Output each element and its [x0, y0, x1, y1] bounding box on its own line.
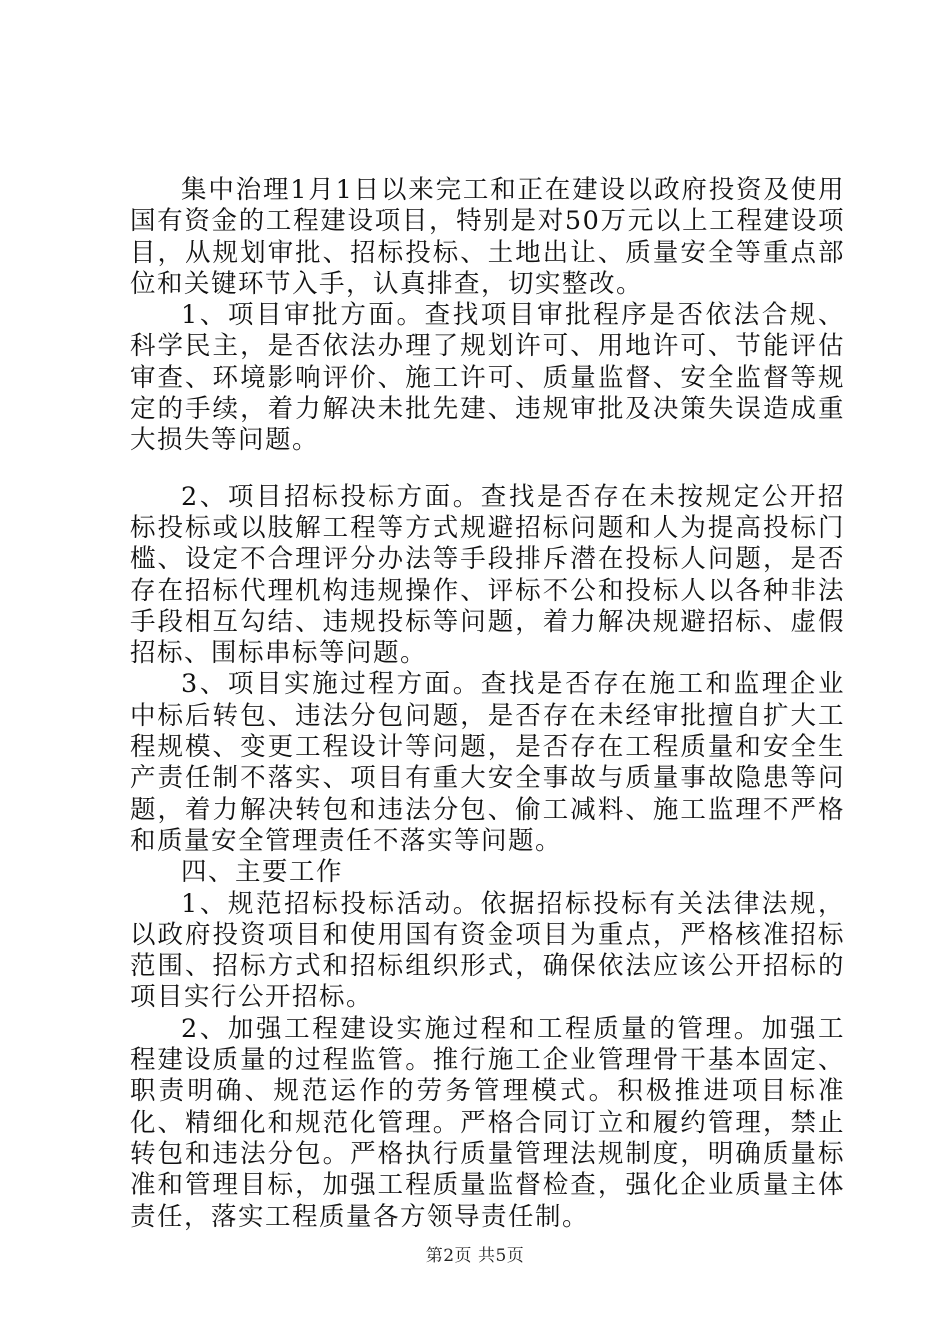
paragraph-standardize-bidding: 1、规范招标投标活动。依据招标投标有关法律法规，以政府投资项目和使用国有资金项目为重点，严格核准招标范围、招标方式和招标组织形式，确保依法应该公开招标的项目实行公开招标。	[130, 888, 845, 1013]
paragraph-intro: 集中治理1月1日以来完工和正在建设以政府投资及使用国有资金的工程建设项目，特别是对50万元以上工程建设项目，从规划审批、招标投标、土地出让、质量安全等重点部位和关键环节入手，认真排查，切实整改。	[130, 175, 845, 299]
page-number-footer: 第2页 共5页	[425, 1246, 525, 1266]
section-heading-main-work: 四、主要工作	[181, 857, 344, 888]
paragraph-project-approval: 1、项目审批方面。查找项目审批程序是否依法合规、科学民主，是否依法办理了规划许可、用地许可、节能评估审查、环境影响评价、施工许可、质量监督、安全监督等规定的手续，着力解决未批先建、违规审批及决策失误造成重大损失等问题。	[130, 300, 845, 456]
paragraph-bidding: 2、项目招标投标方面。查找是否存在未按规定公开招标投标或以肢解工程等方式规避招标问题和人为提高投标门槛、设定不合理评分办法等手段排斥潜在投标人问题，是否存在招标代理机构违规操作、评标不公和投标人以各种非法手段相互勾结、违规投标等问题，着力解决规避招标、虚假招标、围标串标等问题。	[130, 481, 845, 669]
document-body	[130, 175, 845, 1233]
paragraph-implementation: 3、项目实施过程方面。查找是否存在施工和监理企业中标后转包、违法分包问题，是否存在未经审批擅自扩大工程规模、变更工程设计等问题，是否存在工程质量和安全生产责任制不落实、项目有重大安全事故与质量事故隐患等问题，着力解决转包和违法分包、偷工减料、施工监理不严格和质量安全管理责任不落实等问题。	[130, 669, 845, 856]
paragraph-quality-management: 2、加强工程建设实施过程和工程质量的管理。加强工程建设质量的过程监管。推行施工企业管理骨干基本固定、职责明确、规范运作的劳务管理模式。积极推进项目标准化、精细化和规范化管理。严格合同订立和履约管理，禁止转包和违法分包。严格执行质量管理法规制度，明确质量标准和管理目标，加强工程质量监督检查，强化企业质量主体责任，落实工程质量各方领导责任制。	[130, 1013, 845, 1232]
